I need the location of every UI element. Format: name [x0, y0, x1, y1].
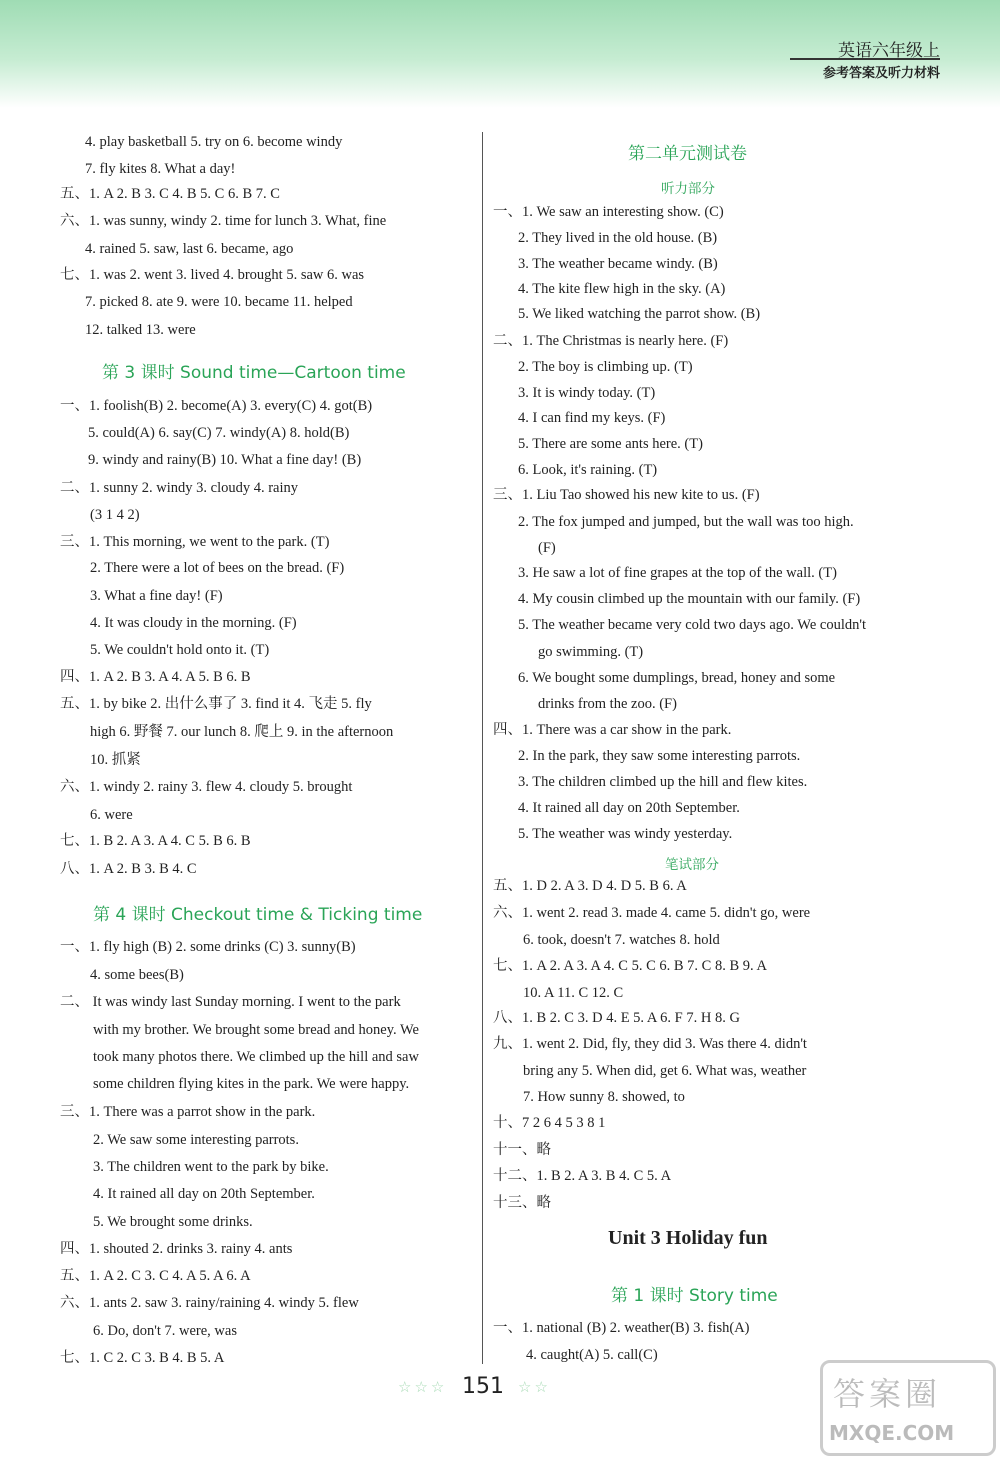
- answer-line: 六、1. went 2. read 3. made 4. came 5. didn't go, were: [493, 905, 811, 921]
- answer-line: 八、1. B 2. C 3. D 4. E 5. A 6. F 7. H 8. G: [493, 1010, 740, 1026]
- answer-line: 4. caught(A) 5. call(C): [526, 1347, 658, 1363]
- answer-line: go swimming. (T): [538, 644, 644, 660]
- header-rule: [790, 58, 940, 60]
- answer-line: 三、1. This morning, we went to the park. (T): [60, 534, 330, 550]
- answer-line: 5. The weather became very cold two days ago. We couldn't: [518, 617, 866, 633]
- answer-line: 9. windy and rainy(B) 10. What a fine day! (B): [88, 452, 362, 468]
- answer-line: 十、7 2 6 4 5 3 8 1: [493, 1115, 606, 1131]
- answer-line: 2. They lived in the old house. (B): [518, 230, 718, 246]
- answer-line: 三、1. Liu Tao showed his new kite to us. (F): [493, 487, 760, 503]
- answer-line: 十二、1. B 2. A 3. B 4. C 5. A: [493, 1168, 672, 1184]
- answer-line: 五、1. A 2. C 3. C 4. A 5. A 6. A: [60, 1268, 251, 1284]
- answer-line: 12. talked 13. were: [85, 322, 196, 338]
- answer-line: 五、1. D 2. A 3. D 4. D 5. B 6. A: [493, 878, 687, 894]
- answer-line: 4. rained 5. saw, last 6. became, ago: [85, 241, 294, 257]
- answer-line: 五、1. A 2. B 3. C 4. B 5. C 6. B 7. C: [60, 186, 280, 202]
- answer-line: 4. It was cloudy in the morning. (F): [90, 615, 297, 631]
- answer-line: some children flying kites in the park. We were happy.: [93, 1076, 410, 1092]
- answer-line: 6. We bought some dumplings, bread, honey and some: [518, 670, 836, 686]
- answer-line: 6. Look, it's raining. (T): [518, 462, 658, 478]
- answer-line: 一、1. We saw an interesting show. (C): [493, 204, 724, 220]
- answer-line: 六、1. was sunny, windy 2. time for lunch 3. What, fine: [60, 213, 387, 229]
- section-heading: 第 1 课时 Story time: [611, 1286, 778, 1306]
- answer-line: 四、1. There was a car show in the park.: [493, 722, 732, 738]
- answer-line: high 6. 野餐 7. our lunch 8. 爬上 9. in the afternoon: [90, 724, 394, 740]
- answer-line: 一、1. fly high (B) 2. some drinks (C) 3. sunny(B): [60, 939, 356, 955]
- answer-line: 二、1. sunny 2. windy 3. cloudy 4. rainy: [60, 480, 299, 496]
- answer-line: 10. A 11. C 12. C: [523, 985, 624, 1001]
- answer-line: 3. It is windy today. (T): [518, 385, 656, 401]
- star-decoration-icon: ☆☆: [518, 1380, 551, 1396]
- watermark-url: MXQE.COM: [829, 1421, 955, 1445]
- column-divider: [482, 132, 483, 1364]
- answer-line: 七、1. A 2. A 3. A 4. C 5. C 6. B 7. C 8. B 9. A: [493, 958, 767, 974]
- answer-line: 五、1. by bike 2. 出什么事了 3. find it 4. 飞走 5. fly: [60, 696, 372, 712]
- section-heading: 第 3 课时 Sound time—Cartoon time: [102, 363, 406, 383]
- answer-line: 2. In the park, they saw some interesting parrots.: [518, 748, 801, 764]
- answer-line: 2. We saw some interesting parrots.: [93, 1132, 299, 1148]
- answer-line: 七、1. was 2. went 3. lived 4. brought 5. saw 6. was: [60, 267, 365, 283]
- star-decoration-icon: ☆☆☆: [398, 1380, 448, 1396]
- answer-line: 六、1. windy 2. rainy 3. flew 4. cloudy 5. brought: [60, 779, 353, 795]
- watermark-logo: [820, 1360, 996, 1456]
- answer-line: 七、1. C 2. C 3. B 4. B 5. A: [60, 1350, 225, 1366]
- answer-line: 四、1. shouted 2. drinks 3. rainy 4. ants: [60, 1241, 293, 1257]
- answer-line: (F): [538, 540, 556, 556]
- answer-line: 4. My cousin climbed up the mountain with our family. (F): [518, 591, 861, 607]
- answer-line: 2. The fox jumped and jumped, but the wall was too high.: [518, 514, 854, 530]
- answer-line: 3. The children went to the park by bike.: [93, 1159, 329, 1175]
- page-number: 151: [462, 1374, 504, 1399]
- answer-line: 5. We couldn't hold onto it. (T): [90, 642, 270, 658]
- subsection-heading: 听力部分: [661, 181, 715, 197]
- answer-line: 4. The kite flew high in the sky. (A): [518, 281, 726, 297]
- answer-line: 3. What a fine day! (F): [90, 588, 223, 604]
- answer-line: 二、1. The Christmas is nearly here. (F): [493, 333, 729, 349]
- answer-line: 3. The weather became windy. (B): [518, 256, 718, 272]
- answer-line: 2. The boy is climbing up. (T): [518, 359, 693, 375]
- answer-line: 三、1. There was a parrot show in the park.: [60, 1104, 316, 1120]
- answer-line: 一、1. national (B) 2. weather(B) 3. fish(A): [493, 1320, 750, 1336]
- answer-line: 十一、略: [493, 1142, 551, 1158]
- answer-line: 6. were: [90, 807, 133, 823]
- answer-line: 2. There were a lot of bees on the bread. (F): [90, 560, 345, 576]
- answer-line: 7. How sunny 8. showed, to: [523, 1089, 685, 1105]
- answer-line: 5. could(A) 6. say(C) 7. windy(A) 8. hold(B): [88, 425, 350, 441]
- answer-line: 5. We liked watching the parrot show. (B): [518, 306, 761, 322]
- unit-heading: Unit 3 Holiday fun: [608, 1227, 768, 1249]
- answer-line: 6. Do, don't 7. were, was: [93, 1323, 237, 1339]
- section-heading: 第 4 课时 Checkout time & Ticking time: [93, 905, 423, 925]
- answer-line: 二、 It was windy last Sunday morning. I went to the park: [60, 994, 401, 1010]
- answer-line: 4. I can find my keys. (F): [518, 410, 666, 426]
- answer-line: 5. We brought some drinks.: [93, 1214, 253, 1230]
- answer-line: 六、1. ants 2. saw 3. rainy/raining 4. windy 5. flew: [60, 1295, 359, 1311]
- answer-line: 四、1. A 2. B 3. A 4. A 5. B 6. B: [60, 669, 251, 685]
- answer-line: 7. picked 8. ate 9. were 10. became 11. helped: [85, 294, 353, 310]
- book-title: 英语六年级上: [838, 41, 940, 61]
- answer-line: took many photos there. We climbed up the hill and saw: [93, 1049, 419, 1065]
- answer-line: 5. The weather was windy yesterday.: [518, 826, 733, 842]
- answer-line: 3. He saw a lot of fine grapes at the top of the wall. (T): [518, 565, 837, 581]
- answer-line: 八、1. A 2. B 3. B 4. C: [60, 861, 197, 877]
- book-subtitle: 参考答案及听力材料: [822, 66, 940, 81]
- watermark-text: 答案圈: [833, 1375, 942, 1413]
- subsection-heading: 笔试部分: [665, 857, 719, 873]
- answer-line: bring any 5. When did, get 6. What was, weather: [523, 1063, 807, 1079]
- answer-line: 4. It rained all day on 20th September.: [93, 1186, 315, 1202]
- answer-line: (3 1 4 2): [90, 507, 140, 523]
- answer-line: 七、1. B 2. A 3. A 4. C 5. B 6. B: [60, 833, 251, 849]
- answer-line: 九、1. went 2. Did, fly, they did 3. Was there 4. didn't: [493, 1036, 807, 1052]
- section-heading: 第二单元测试卷: [628, 144, 747, 164]
- answer-line: 4. It rained all day on 20th September.: [518, 800, 740, 816]
- answer-line: 10. 抓紧: [90, 752, 141, 768]
- answer-line: 5. There are some ants here. (T): [518, 436, 703, 452]
- answer-line: with my brother. We brought some bread and honey. We: [93, 1022, 419, 1038]
- answer-line: 一、1. foolish(B) 2. become(A) 3. every(C) 4. got(B): [60, 398, 373, 414]
- answer-line: 7. fly kites 8. What a day!: [85, 161, 236, 177]
- answer-line: 4. some bees(B): [90, 967, 184, 983]
- answer-line: drinks from the zoo. (F): [538, 696, 677, 712]
- answer-line: 十三、略: [493, 1195, 551, 1211]
- answer-line: 6. took, doesn't 7. watches 8. hold: [523, 932, 720, 948]
- answer-line: 3. The children climbed up the hill and flew kites.: [518, 774, 808, 790]
- answer-line: 4. play basketball 5. try on 6. become windy: [85, 134, 343, 150]
